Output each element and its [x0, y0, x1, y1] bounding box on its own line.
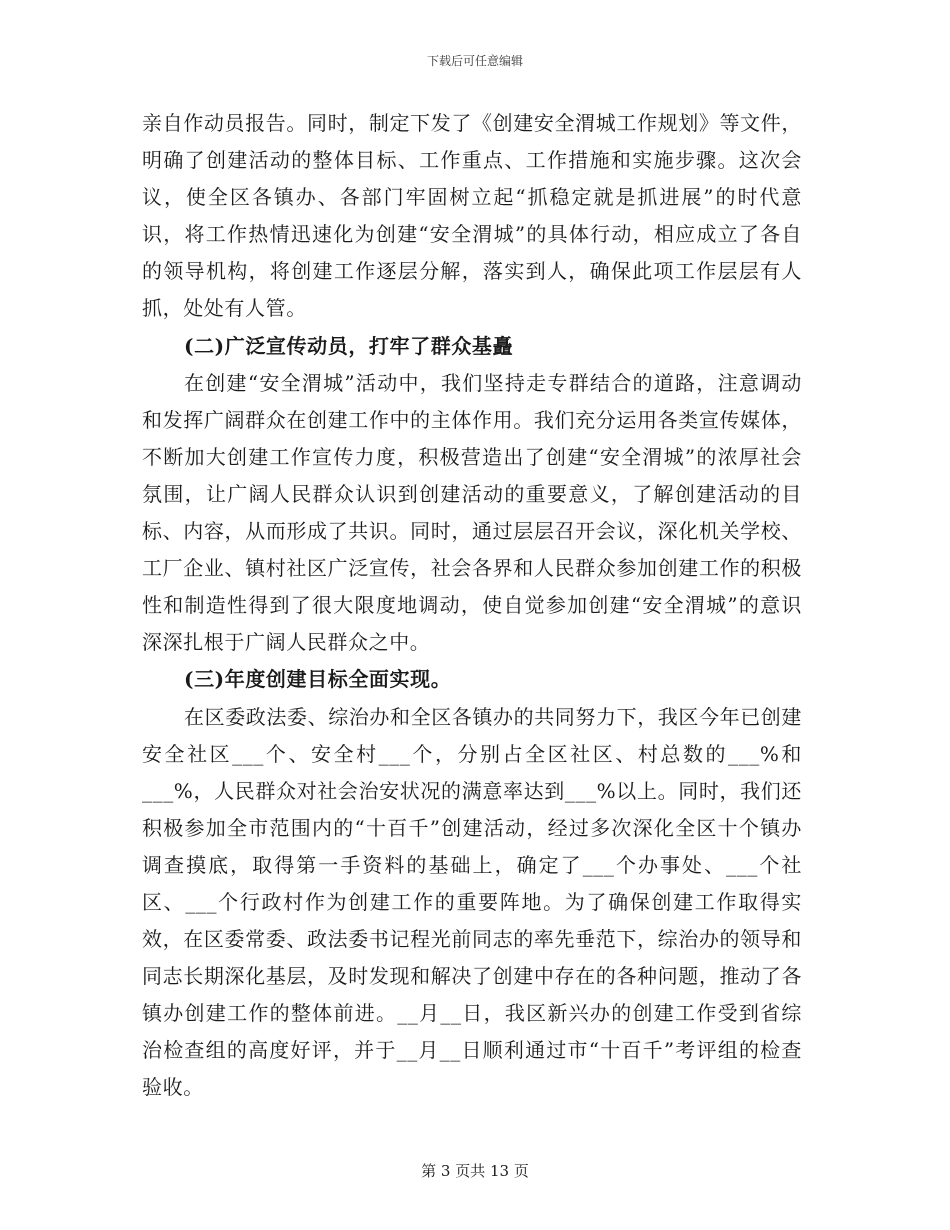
page-header: 下载后可任意编辑: [426, 54, 523, 68]
document-body: [142, 105, 802, 1107]
paragraph-1: 亲自作动员报告。同时，制定下发了《创建安全渭城工作规划》等文件，明确了创建活动的整体目标、工作重点、工作措施和实施步骤。这次会议，使全区各镇办、各部门牢固树立起“抓稳定就是抓进展”的时代意识，将工作热情迅速化为创建“安全渭城”的具体行动，相应成立了各自的领导机构，将创建工作逐层分解，落实到人，确保此项工作层层有人抓，处处有人管。: [142, 111, 802, 321]
paragraph-3: 在区委政法委、综治办和全区各镇办的共同努力下，我区今年已创建安全社区___个、安全村___个，分别占全区社区、村总数的___%和___%，人民群众对社会治安状况的满意率达到___%以上。同时，我们还积极参加全市范围内的“十百千”创建活动，经过多次深化全区十个镇办调查摸底，取得第一手资料的基础上，确定了___个办事处、___个社区、___个行政村作为创建工作的重要阵地。为了确保创建工作取得实效，在区委常委、政法委书记程光前同志的率先垂范下，综治办的领导和同志长期深化基层，及时发现和解决了创建中存在的各种问题，推动了各镇办创建工作的整体前进。__月__日，我区新兴办的创建工作受到省综治检查组的高度好评，并于__月__日顺利通过市“十百千”考评组的检查验收。: [142, 704, 802, 1100]
page-number-footer: 第 3 页共 13 页: [421, 1162, 529, 1180]
section-heading-3: (三)年度创建目标全面实现。: [184, 667, 452, 692]
section-heading-2: (二)广泛宣传动员，打牢了群众基矗: [184, 333, 514, 358]
paragraph-2: 在创建“安全渭城”活动中，我们坚持走专群结合的道路，注意调动和发挥广阔群众在创建工作中的主体作用。我们充分运用各类宣传媒体，不断加大创建工作宣传力度，积极营造出了创建“安全渭城”的浓厚社会氛围，让广阔人民群众认识到创建活动的重要意义，了解创建活动的目标、内容，从而形成了共识。同时，通过层层召开会议，深化机关学校、工厂企业、镇村社区广泛宣传，社会各界和人民群众参加创建工作的积极性和制造性得到了很大限度地调动，使自觉参加创建“安全渭城”的意识深深扎根于广阔人民群众之中。: [142, 370, 802, 655]
